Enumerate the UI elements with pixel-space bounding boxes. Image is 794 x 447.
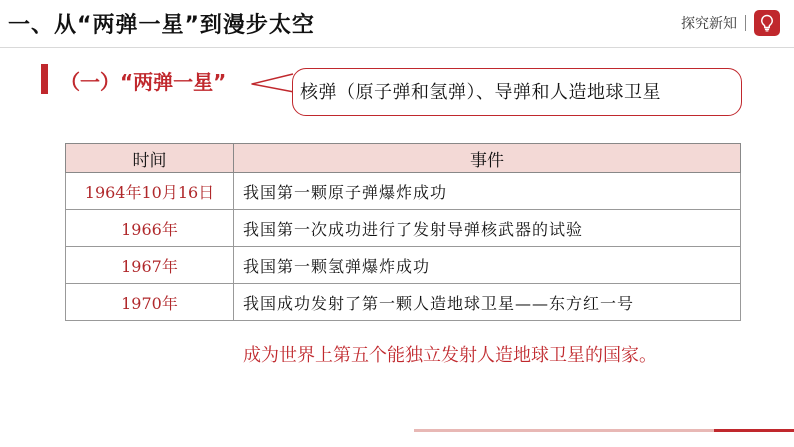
table-header-row: [66, 144, 741, 173]
divider: [745, 15, 746, 31]
table-row: [66, 210, 741, 247]
section-title: （一）“两弹一星”: [60, 70, 227, 94]
footer-line-dark: [714, 429, 794, 432]
event-cell: 我国第一次成功进行了发射导弹核武器的试验: [234, 210, 741, 247]
time-cell: 1966年: [66, 210, 234, 247]
footer-accent-line: [414, 429, 794, 432]
table-row: [66, 173, 741, 210]
callout-text: 核弹（原子弹和氢弹）、导弹和人造地球卫星: [300, 82, 661, 103]
time-cell: 1964年10月16日: [66, 173, 234, 210]
footer-line-light: [414, 429, 714, 432]
event-cell: 我国第一颗原子弹爆炸成功: [234, 173, 741, 210]
time-cell: 1970年: [66, 284, 234, 321]
table-row: [66, 284, 741, 321]
section-marker: [41, 64, 48, 94]
section-indicator: [681, 10, 780, 36]
events-table: [65, 143, 741, 321]
conclusion-text: 成为世界上第五个能独立发射人造地球卫星的国家。: [243, 345, 657, 366]
column-header-event: 事件: [234, 144, 741, 173]
time-cell: 1967年: [66, 247, 234, 284]
table-row: [66, 247, 741, 284]
event-cell: 我国第一颗氢弹爆炸成功: [234, 247, 741, 284]
page-title: 一、从“两弹一星”到漫步太空: [8, 13, 315, 38]
header-divider: [0, 47, 794, 48]
column-header-time: 时间: [66, 144, 234, 173]
section-label: 探究新知: [681, 16, 737, 32]
lightbulb-icon: [754, 10, 780, 36]
event-cell: 我国成功发射了第一颗人造地球卫星——东方红一号: [234, 284, 741, 321]
